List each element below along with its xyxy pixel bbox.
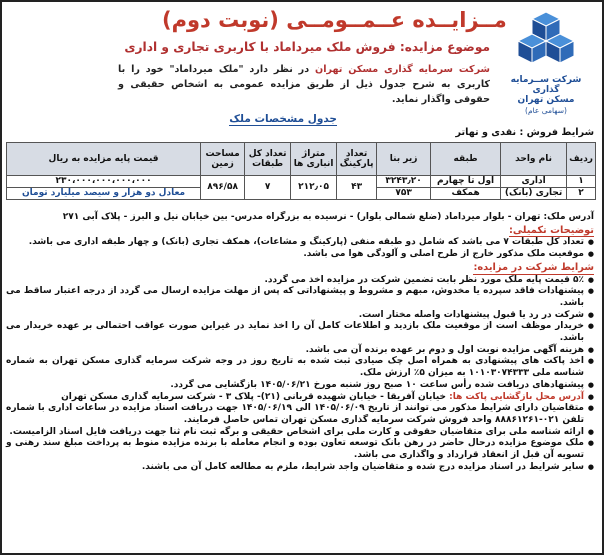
sell-terms: شرایط فروش : نقدی و تهاتر bbox=[455, 127, 594, 138]
cell-row: ۲ bbox=[567, 188, 596, 200]
notice-body bbox=[6, 212, 594, 473]
terms-title: شرایط شرکت در مزایده: bbox=[473, 261, 594, 273]
notice-header bbox=[2, 2, 602, 124]
logo-name: شرکت ســرمایه گذاری bbox=[510, 75, 582, 95]
cell-unit: تجاری (بانک) bbox=[501, 188, 567, 200]
cell-price-words: معادل دو هزار و سیصد میلیارد تومان bbox=[7, 188, 201, 200]
list-item: ● شرکت در رد یا قبول پیشنهادات واصله مختار است. bbox=[6, 310, 594, 322]
list-item: ● سایر شرایط در اسناد مزایده درج شده و متقاضیان واجد شرایط، ملزم به مطالعه کامل آن می باشند. bbox=[6, 462, 594, 474]
logo-subtitle: (سهامی عام) bbox=[525, 105, 567, 115]
list-item: ● ملک موضوع مزایده درحال حاضر در رهن بانک توسعه تعاون بوده و انجام معامله با برنده مزایده منوط به پرداخت مبلغ سند رهنی و تسویه آن قبل از انعقاد قرارداد و واگذاری می باشد. bbox=[6, 438, 594, 461]
col-land: مساحت زمین bbox=[201, 143, 245, 176]
cell-area: ۷۵۳ bbox=[377, 188, 431, 200]
list-item: ● خریدار موظف است از موقعیت ملک بازدید و اطلاعات کامل آن را اخذ نماید در غیراین صورت عواقب احتمالی بر عهده خریدار می باشد. bbox=[6, 321, 594, 344]
col-storage: متراژ انباری ها bbox=[291, 143, 337, 176]
list-item: ● ارائه شناسه ملی برای متقاضیان حقوقی و کارت ملی برای اشخاص حقیقی و برگه ثبت نام ثنا جهت دریافت فایل اسناد الزامیست. bbox=[6, 427, 594, 439]
list-item: ● هزینه آگهی مزایده نوبت اول و دوم بر عهده برنده آن می باشد. bbox=[6, 345, 594, 357]
col-price: قیمت پایه مزایده به ریال bbox=[7, 143, 201, 176]
company-logo bbox=[496, 10, 596, 115]
list-item: ● تعداد کل طبقات ۷ می باشد که شامل دو طبقه منفی (پارکینگ و مشاعات)، همکف تجاری (بانک) و چهار طبقه اداری می باشد. bbox=[6, 237, 594, 249]
list-item: ● متقاضیان دارای شرایط مذکور می توانند از تاریخ ۱۴۰۵/۰۶/۰۹ الی ۱۴۰۵/۰۶/۱۹ جهت دریافت اسناد مزایده در ساعات اداری با شماره تلفن ۰۲۱-۸۸۸۶۱۲۶۱ واحد فروش شرکت سرمایه گذاری مسکن تهران تماس حاصل فرمایند. bbox=[6, 403, 594, 426]
location-text: خیابان آفریقا - خیابان شهیده قربانی (۲۱)- پلاک ۳ - شرکت سرمایه گذاری مسکن تهران bbox=[61, 391, 450, 402]
table-row bbox=[7, 176, 596, 188]
list-item-location bbox=[6, 392, 594, 404]
notice-subject: موضوع مزایده: فروش ملک میرداماد با کاربری تجاری و اداری bbox=[124, 40, 490, 54]
cell-floor: همکف bbox=[431, 188, 501, 200]
tech-title: توضیحات تکمیلی: bbox=[508, 224, 594, 236]
notice-title: مــزایــده عــمــومــی (نوبت دوم) bbox=[162, 8, 507, 32]
col-area: زیر بنا bbox=[377, 143, 431, 176]
cell-floor: اول تا چهارم bbox=[431, 176, 501, 188]
list-item: ● پیشنهادهای دریافت شده رأس ساعت ۱۰ صبح روز شنبه مورخ ۱۴۰۵/۰۶/۲۱ بازگشایی می گردد. bbox=[6, 380, 594, 392]
table-caption: جدول مشخصات ملک bbox=[229, 113, 337, 125]
col-floor: طبقه bbox=[431, 143, 501, 176]
cell-land: ۸۹۶/۵۸ bbox=[201, 176, 245, 200]
col-parking: تعداد پارکینگ bbox=[337, 143, 377, 176]
col-row: ردیف bbox=[567, 143, 596, 176]
table-header-row bbox=[7, 143, 596, 176]
cubes-logo-icon bbox=[511, 10, 581, 72]
cell-parking: ۴۳ bbox=[337, 176, 377, 200]
location-label: آدرس محل بازگشایی پاکت ها: bbox=[449, 391, 584, 402]
col-unit: نام واحد bbox=[501, 143, 567, 176]
cell-area: ۳۲۴۳٫۲۰ bbox=[377, 176, 431, 188]
logo-name-2: مسکن تهران bbox=[517, 94, 575, 105]
cell-storage: ۲۱۲٫۰۵ bbox=[291, 176, 337, 200]
cell-unit: اداری bbox=[501, 176, 567, 188]
cell-row: ۱ bbox=[567, 176, 596, 188]
cell-price: ۲۳۰،۰۰۰،۰۰۰،۰۰۰،۰۰۰ bbox=[7, 176, 201, 188]
intro-text: در نظر دارد "ملک میرداماد" خود را با کاربری به شرح جدول ذیل از طریق مزایده عمومی به اشخاص حقیقی و حقوقی واگذار نماید. bbox=[118, 64, 490, 105]
list-item: ● موقعیت ملک مذکور خارج از طرح اصلی و آلودگی هوا می باشد. bbox=[6, 249, 594, 261]
property-address: آدرس ملک: تهران - بلوار میرداماد (ضلع شمالی بلوار) - نرسیده به بزرگراه مدرس- بین خیابان نیل و البرز - پلاک آبی ۲۷۱ bbox=[62, 212, 594, 222]
list-item: ● پیشنهادات فاقد سپرده یا مخدوش، مبهم و مشروط و پیشنهاداتی که پس از مهلت مزایده ارسال می گردد از درجه اعتبار ساقط می باشد. bbox=[6, 286, 594, 309]
cell-floors: ۷ bbox=[245, 176, 291, 200]
list-item: ● اخذ پاکت های پیشنهادی به همراه اصل چک صیادی ثبت شده به تاریخ روز در وجه شرکت سرمایه گذاری مسکن تهران به شماره شناسه ملی ۱۰۱۰۳۰۷۴۳۳۳ به میزان ۵٪ ارزش ملک. bbox=[6, 356, 594, 379]
col-floors: تعداد کل طبقات bbox=[245, 143, 291, 176]
property-table bbox=[6, 142, 596, 200]
notice-intro bbox=[118, 62, 490, 107]
list-item: ● ۵٪ قیمت پایه ملک مورد نظر بابت تضمین شرکت در مزایده اخذ می گردد. bbox=[6, 275, 594, 287]
intro-company: شرکت سرمایه گذاری مسکن تهران bbox=[315, 64, 490, 75]
